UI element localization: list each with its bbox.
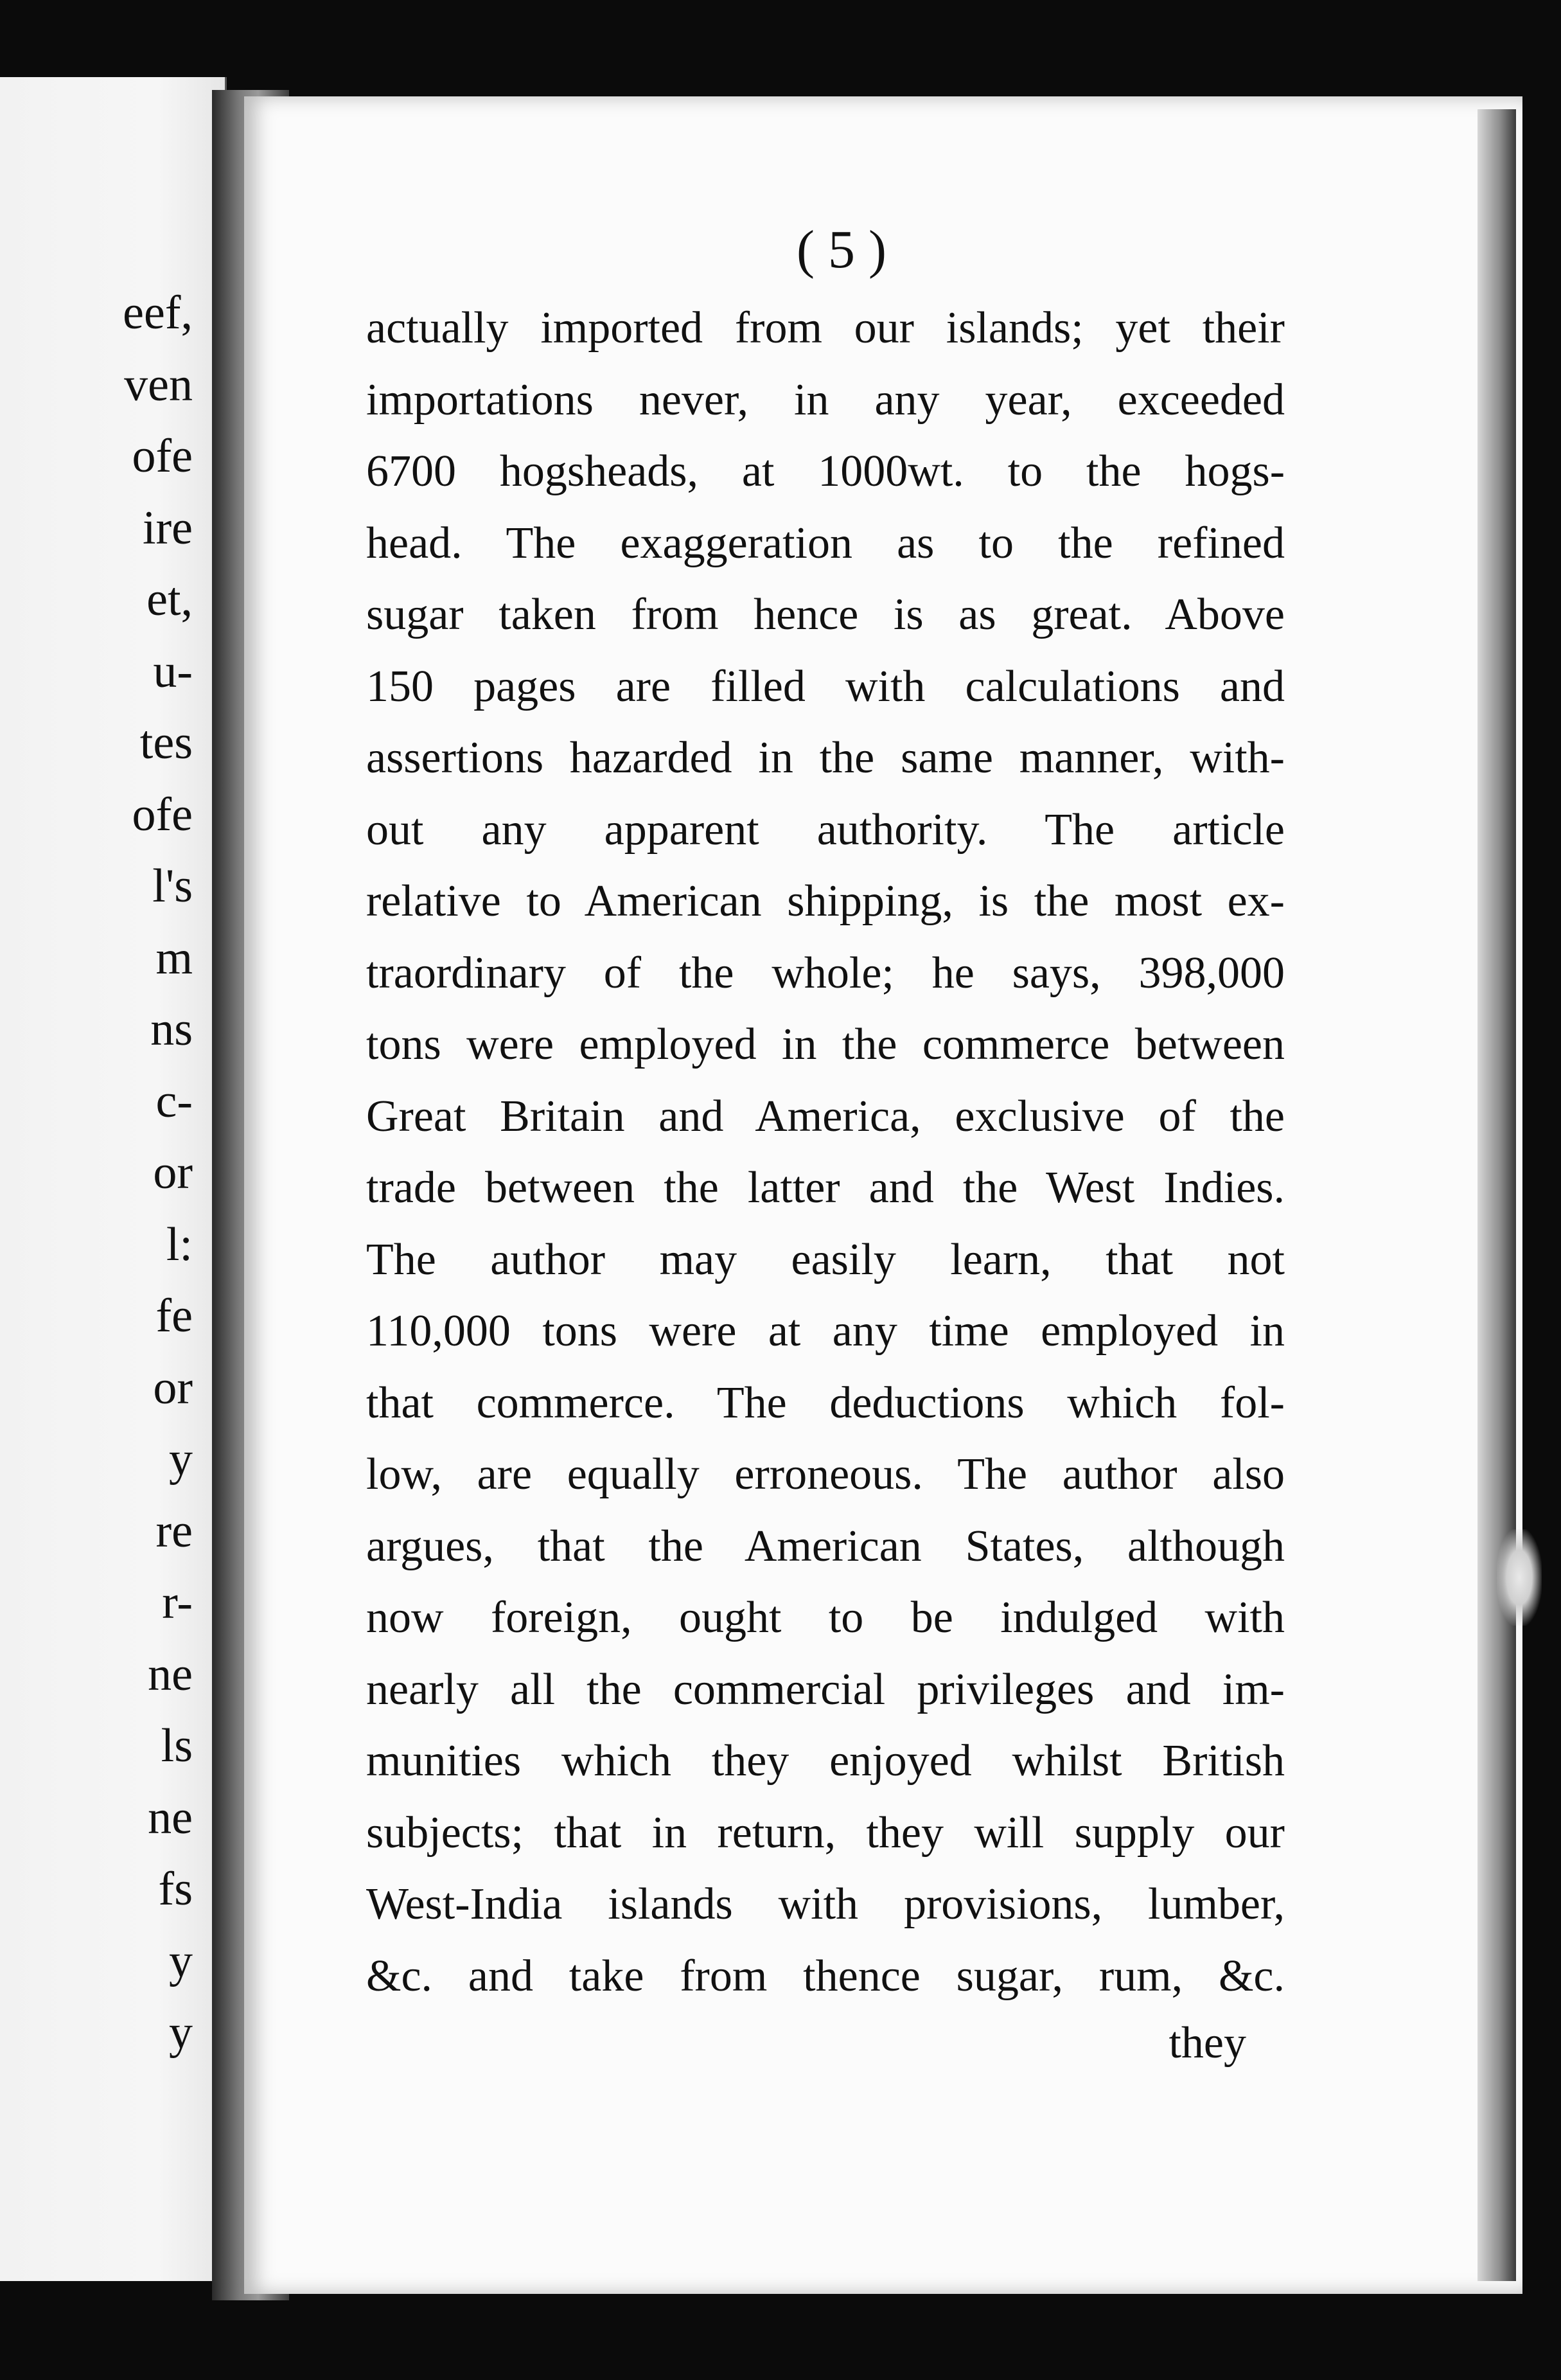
text-line: trade between the latter and the West Indies. [366, 1163, 1285, 1212]
text-line: head. The exaggeration as to the refined [366, 518, 1285, 568]
body-text [366, 292, 1285, 2012]
text-line: sugar taken from hence is as great. Above [366, 590, 1285, 639]
text-line: tons were employed in the commerce between [366, 1020, 1285, 1069]
previous-page-line-fragment: tes [139, 716, 193, 769]
text-line: relative to American shipping, is the most ex- [366, 876, 1285, 926]
text-line: 110,000 tons were at any time employed in [366, 1306, 1285, 1356]
previous-page-line-fragment: y [169, 2006, 193, 2059]
previous-page-line-fragment: m [155, 931, 193, 984]
text-line: 6700 hogsheads, at 1000wt. to the hogs- [366, 447, 1285, 496]
previous-page-line-fragment: ven [124, 358, 193, 411]
previous-page-line-fragment: ofe [132, 788, 193, 841]
text-line: nearly all the commercial privileges and im- [366, 1664, 1285, 1714]
text-line: munities which they enjoyed whilst British [366, 1736, 1285, 1786]
previous-page-line-fragment: u- [153, 644, 193, 698]
previous-page-line-fragment: ls [161, 1719, 193, 1772]
previous-page-line-fragment: l's [152, 860, 193, 912]
previous-page-edge [0, 77, 227, 2281]
text-line: &c. and take from thence sugar, rum, &c. [366, 1951, 1285, 2001]
page-number: ( 5 ) [797, 220, 886, 280]
previous-page-line-fragment: y [169, 1934, 193, 1987]
text-line: subjects; that in return, they will supply our [366, 1807, 1285, 1858]
text-line: Great Britain and America, exclusive of the [366, 1091, 1285, 1141]
text-line: now foreign, ought to be indulged with [366, 1593, 1285, 1642]
previous-page-line-fragment: fs [158, 1863, 193, 1915]
text-line: West-India islands with provisions, lumber, [366, 1879, 1285, 1929]
text-line: importations never, in any year, exceeded [366, 375, 1285, 425]
text-line: 150 pages are filled with calculations and [366, 661, 1285, 711]
previous-page-line-fragment: c- [155, 1074, 193, 1128]
text-line: actually imported from our islands; yet their [366, 303, 1285, 353]
text-line: that commerce. The deductions which fol- [366, 1378, 1285, 1428]
text-line: traordinary of the whole; he says, 398,000 [366, 948, 1285, 998]
previous-page-line-fragment: l: [166, 1218, 193, 1271]
previous-page-line-fragment: ofe [132, 430, 193, 483]
text-line: The author may easily learn, that not [366, 1234, 1285, 1284]
paper-stain [1497, 1529, 1542, 1626]
previous-page-line-fragment: et, [146, 573, 193, 626]
previous-page-line-fragment: y [169, 1433, 193, 1486]
text-line: low, are equally erroneous. The author also [366, 1450, 1285, 1499]
previous-page-line-fragment: ire [142, 501, 193, 555]
previous-page-line-fragment: re [155, 1504, 193, 1558]
text-line: argues, that the American States, although [366, 1521, 1285, 1571]
text-line: out any apparent authority. The article [366, 804, 1285, 855]
previous-page-line-fragment: ne [148, 1791, 193, 1844]
previous-page-line-fragment: fe [155, 1290, 193, 1342]
catchword: they [1169, 2018, 1246, 2068]
previous-page-line-fragment: or [153, 1361, 193, 1414]
text-line: assertions hazarded in the same manner, with- [366, 733, 1285, 783]
previous-page-line-fragment: ne [148, 1647, 193, 1701]
previous-page-line-fragment: ns [150, 1003, 193, 1056]
page-edge-shadow [1477, 109, 1516, 2281]
previous-page-line-fragment: r- [162, 1576, 193, 1629]
previous-page-line-fragment: or [153, 1146, 193, 1199]
previous-page-line-fragment: eef, [123, 287, 193, 339]
